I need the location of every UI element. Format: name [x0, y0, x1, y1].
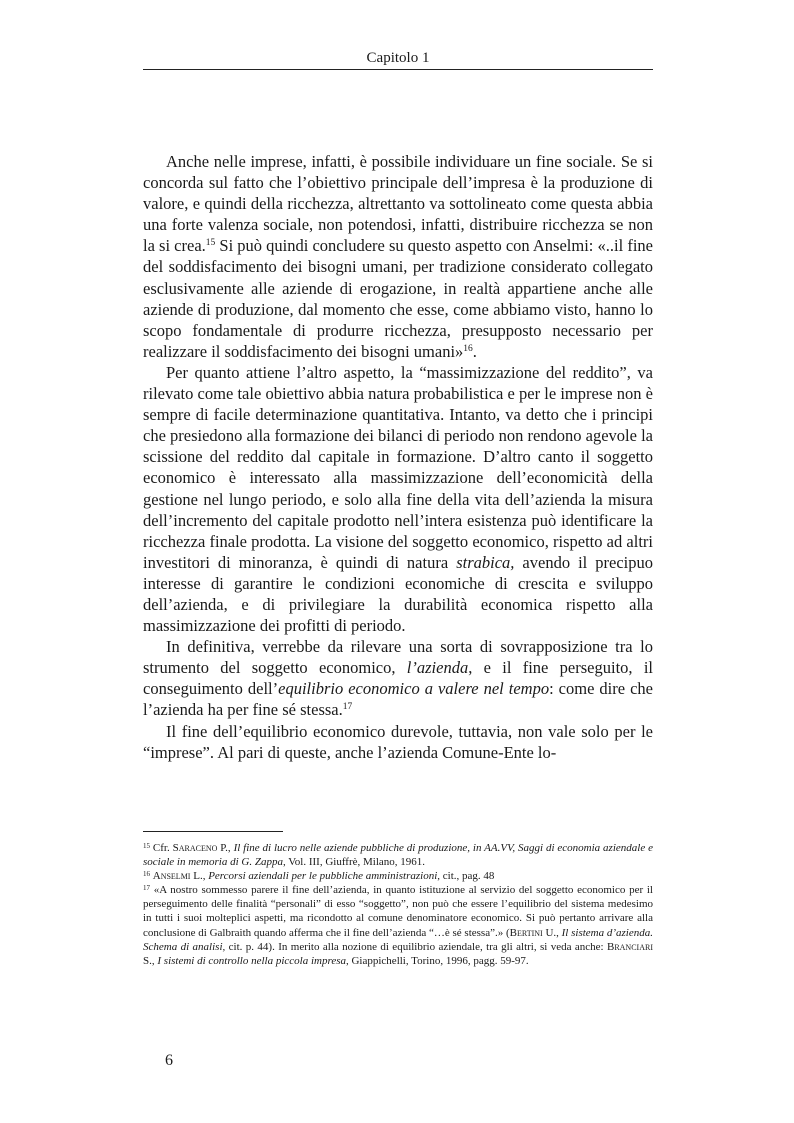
footnote-17 [143, 883, 653, 968]
footnote-title: Percorsi aziendali per le pubbliche amministrazioni [208, 870, 438, 883]
footnote-number: 17 [143, 884, 150, 893]
paragraph-text: In definitiva, verrebbe da rilevare una sorta di sovrapposizione tra lo strumento del soggetto economico, [143, 637, 653, 678]
footnote-text: , Giappichelli, Torino, 1996, pagg. 59-97. [345, 954, 529, 967]
footnote-15 [143, 841, 653, 869]
emphasis: equilibrio economico a valere nel tempo [278, 679, 550, 699]
footnote-text: , [227, 842, 234, 854]
footnote-author: Saraceno P. [172, 842, 228, 854]
footnote-title: Il fine di lucro nelle aziende pubbliche di produzione, in AA.VV, Saggi di economia aziendale e sociale in memoria di G. Zappa [143, 842, 653, 869]
footnotes [143, 841, 653, 968]
paragraph-text: , e il fine perseguito, il conseguimento dell’ [143, 658, 653, 699]
footnote-author: Branciari S. [143, 940, 653, 967]
emphasis: strabica, [456, 552, 515, 572]
body-text [143, 151, 653, 763]
paragraph-text: Il fine dell’equilibrio economico durevole, tuttavia, non vale solo per le “imprese”. Al pari di queste, anche l’azienda Comune-Ente lo- [143, 721, 653, 762]
paragraph-3 [143, 636, 653, 720]
footnote-number: 16 [143, 870, 150, 879]
footnote-ref-15[interactable]: 15 [205, 238, 216, 249]
footnote-text: «A nostro sommesso parere il fine dell’azienda, in quanto istituzione al servizio del soggetto economico per il perseguimento delle finalità “personali” di esso “soggetto”, non può che essere l’equilibrio del sistema medesimo in tutti i suoi molteplici aspetti, ma ricondotto al comune denominatore economico. Si può pertanto arrivare alla conclusione di Galbraith quando afferma che il fine dell’azienda “…è sé stessa”.» ( [143, 884, 653, 939]
paragraph-text: avendo il precipuo interesse di garantire le condizioni economiche di crescita e sviluppo dell’azienda, e di privilegiare la durabilità economica rispetto alla massimizzazione dei profitti di periodo. [143, 552, 653, 636]
footnote-16 [143, 869, 653, 883]
paragraph-text: Per quanto attiene l’altro aspetto, la “massimizzazione del reddito”, va rilevato come tale obiettivo abbia natura probabilistica e per le imprese non è sempre di facile determinazione quantitativa. Intanto, va detto che i principi che presiedono alla formazione dei bilanci di periodo non rendono agevole la scissione del reddito dal capitale in formazione. D’altro canto il soggetto economico è interessato alla massimizzazione dell’economicità della gestione nel lungo periodo, e solo alla fine della vita dell’azienda la misura dell’incremento del capitale prodotto nell’intera esistenza può identificare la ricchezza finale prodotta. La visione del soggetto economico, rispetto ad altri investitori di minoranza, è quindi di natura [143, 362, 653, 572]
footnote-text: cit. p. 44). In merito alla nozione di equilibrio aziendale, tra gli altri, si veda anche: [225, 940, 607, 953]
emphasis: l’azienda [406, 658, 469, 678]
header-rule [143, 69, 653, 70]
paragraph-text: : come dire che l’azienda ha per fine sé stessa. [143, 679, 653, 720]
paragraph-1 [143, 151, 653, 362]
page-number: 6 [165, 1052, 173, 1069]
footnote-rule [143, 831, 283, 832]
paragraph-4 [143, 721, 653, 763]
paragraph-text: . [472, 341, 477, 361]
footnote-title: Il sistema d’azienda. Schema di analisi, [143, 926, 653, 953]
footnote-ref-17[interactable]: 17 [342, 702, 353, 713]
footnote-title: I sistemi di controllo nella piccola impresa [157, 954, 346, 967]
footnote-text: , cit., pag. 48 [437, 870, 495, 883]
paragraph-text: Anche nelle imprese, infatti, è possibile individuare un fine sociale. Se si concorda sul fatto che l’obiettivo principale dell’impresa è la produzione di valore, e quindi della ricchezza, altrettanto va sottolineato come questa abbia una forte valenza sociale, non potendosi, infatti, distribuire ricchezza se non la si crea. [143, 152, 653, 256]
footnote-text: Cfr. [150, 842, 173, 854]
footnote-text: , Vol. III, Giuffrè, Milano, 1961. [282, 856, 426, 869]
footnote-author: Anselmi L. [152, 870, 203, 883]
footnote-text: , [556, 926, 562, 939]
running-header: Capitolo 1 [366, 50, 430, 66]
paragraph-text: Si può quindi concludere su questo aspetto con Anselmi: «..il fine del soddisfacimento dei bisogni umani, per tradizione considerato collegato esclusivamente alle aziende di erogazione, in realtà appartiene anche alle aziende di produzione, dal momento che esse, come abbiamo visto, hanno lo scopo fondamentale di produrre ricchezza, presupposto necessario per realizzare il soddisfacimento dei bisogni umani» [143, 236, 653, 361]
footnote-author: Bertini U. [509, 926, 557, 939]
footnote-number: 15 [143, 842, 150, 850]
paragraph-2 [143, 362, 653, 636]
footnote-text: , [151, 954, 158, 967]
footnote-ref-16[interactable]: 16 [463, 343, 473, 354]
footnote-text: , [202, 870, 209, 883]
